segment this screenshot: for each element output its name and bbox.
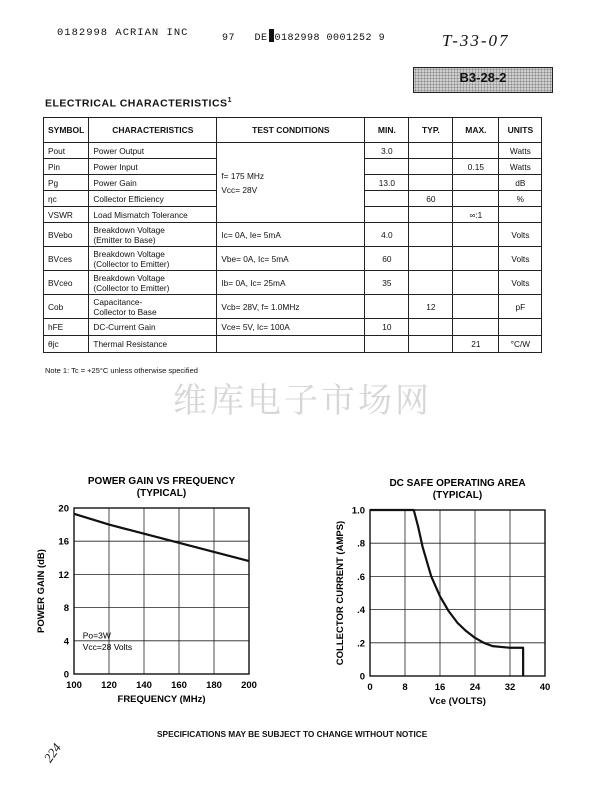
characteristic-cell	[89, 247, 217, 271]
reference-number: 0182998 0001252 9	[274, 33, 386, 44]
units-cell: Watts	[499, 143, 542, 159]
symbol-cell: ηc	[44, 191, 89, 207]
units-cell: Volts	[499, 223, 542, 247]
characteristic-name: Power Input	[93, 161, 138, 172]
table-note: Note 1: Tc = +25°C unless otherwise specified	[45, 366, 198, 375]
characteristic-name: Collector Efficiency	[93, 193, 164, 204]
max-cell	[453, 143, 499, 159]
header-test-conditions: TEST CONDITIONS	[217, 118, 365, 143]
symbol-cell: BVces	[44, 247, 89, 271]
test-condition-cell: Vcb= 28V, f= 1.0MHz	[217, 295, 365, 319]
characteristic-detail: (Collector to Emitter)	[93, 282, 170, 293]
characteristic-name: Breakdown Voltage	[93, 248, 165, 259]
electrical-characteristics-table	[43, 117, 542, 353]
y-tick-label: 16	[58, 536, 69, 548]
max-cell: ∞:1	[453, 207, 499, 223]
typ-cell	[409, 271, 453, 295]
units-cell	[499, 319, 542, 336]
chart-subtitle: (TYPICAL)	[432, 490, 483, 501]
document-code: 0182998 ACRIAN INC	[57, 27, 189, 39]
characteristic-cell	[89, 143, 217, 159]
y-tick-label: .2	[357, 638, 365, 650]
x-tick-label: 120	[101, 680, 117, 691]
characteristic-name: DC-Current Gain	[93, 322, 156, 332]
x-tick-label: 180	[206, 680, 222, 691]
min-cell	[365, 207, 409, 223]
symbol-cell: Pin	[44, 159, 89, 175]
y-axis-label: COLLECTOR CURRENT (AMPS)	[335, 520, 346, 666]
chart-annotation-line1: Po=3W	[82, 630, 111, 641]
min-cell: 60	[365, 247, 409, 271]
plot-frame	[370, 510, 545, 676]
characteristic-cell	[89, 295, 217, 319]
symbol-cell: Cob	[44, 295, 89, 319]
section-title-text: ELECTRICAL CHARACTERISTICS	[45, 97, 228, 110]
characteristic-detail: Collector to Base	[93, 306, 157, 317]
test-condition-cell: Vbe= 0A, Ic= 5mA	[217, 247, 365, 271]
header-characteristics: CHARACTERISTICS	[89, 118, 217, 143]
units-cell	[499, 207, 542, 223]
typ-cell	[409, 319, 453, 336]
y-tick-label: 8	[63, 603, 69, 615]
typ-cell	[409, 247, 453, 271]
typ-cell	[409, 143, 453, 159]
test-condition: f= 175 MHz	[221, 170, 265, 181]
max-cell	[453, 319, 499, 336]
section-title	[45, 97, 232, 110]
characteristic-name: Breakdown Voltage	[93, 224, 165, 235]
header-typ: TYP.	[409, 118, 453, 143]
units-cell: dB	[499, 175, 542, 191]
test-condition-cell: Vce= 5V, Ic= 100A	[217, 319, 365, 336]
min-cell	[365, 191, 409, 207]
units-cell: Watts	[499, 159, 542, 175]
max-cell	[453, 271, 499, 295]
test-condition-cell: Ib= 0A, Ic= 25mA	[217, 271, 365, 295]
symbol-cell: Pg	[44, 175, 89, 191]
min-cell: 4.0	[365, 223, 409, 247]
symbol-cell: BVebo	[44, 223, 89, 247]
y-tick-label: .8	[357, 538, 365, 550]
test-condition-cell: Ic= 0A, Ie= 5mA	[217, 223, 365, 247]
x-axis-label: FREQUENCY (MHz)	[117, 694, 206, 705]
typ-cell	[409, 336, 453, 353]
y-tick-label: .4	[357, 605, 365, 617]
typ-cell: 12	[409, 295, 453, 319]
characteristic-detail: (Collector to Emitter)	[93, 258, 170, 269]
x-tick-label: 160	[171, 680, 187, 691]
section-title-footnote: 1	[227, 97, 232, 104]
table-row	[44, 143, 542, 159]
characteristic-detail: (Emitter to Base)	[93, 234, 156, 245]
header-symbol: SYMBOL	[44, 118, 89, 143]
typ-cell	[409, 223, 453, 247]
handwritten-code: T-33-07	[442, 31, 510, 50]
characteristic-cell	[89, 319, 217, 336]
characteristic-name: Load Mismatch Tolerance	[93, 209, 188, 220]
symbol-cell: VSWR	[44, 207, 89, 223]
symbol-cell: θjc	[44, 336, 89, 353]
table-row	[44, 336, 542, 353]
max-cell: 21	[453, 336, 499, 353]
test-condition-cell	[217, 336, 365, 353]
table-row	[44, 295, 542, 319]
y-tick-label: 12	[58, 569, 69, 581]
units-cell: %	[499, 191, 542, 207]
y-tick-label: 0	[63, 669, 69, 681]
min-cell: 13.0	[365, 175, 409, 191]
series-line	[74, 514, 249, 561]
x-tick-label: 0	[367, 682, 373, 693]
characteristic-name: Breakdown Voltage	[93, 272, 165, 283]
part-number: B3-28-2	[459, 70, 507, 85]
max-cell	[453, 191, 499, 207]
footer-disclaimer: SPECIFICATIONS MAY BE SUBJECT TO CHANGE WITHOUT NOTICE	[157, 729, 428, 739]
characteristic-name: Thermal Resistance	[93, 339, 168, 349]
table-row	[44, 223, 542, 247]
page-mark: 224	[40, 740, 65, 766]
table-row	[44, 319, 542, 336]
table-row	[44, 247, 542, 271]
y-tick-label: 1.0	[351, 505, 365, 517]
max-cell: 0.15	[453, 159, 499, 175]
max-cell	[453, 175, 499, 191]
x-tick-label: 24	[469, 682, 481, 693]
characteristic-cell	[89, 191, 217, 207]
y-tick-label: 4	[63, 636, 69, 648]
units-cell: °C/W	[499, 336, 542, 353]
table-row	[44, 271, 542, 295]
x-tick-label: 8	[402, 682, 408, 693]
units-cell: Volts	[499, 247, 542, 271]
max-cell	[453, 223, 499, 247]
min-cell: 10	[365, 319, 409, 336]
typ-cell: 60	[409, 191, 453, 207]
x-tick-label: 32	[504, 682, 516, 693]
watermark: 维库电子市场网	[173, 381, 432, 421]
symbol-cell: Pout	[44, 143, 89, 159]
reference-de: DE	[254, 33, 268, 44]
units-cell: Volts	[499, 271, 542, 295]
chart-title: POWER GAIN VS FREQUENCY	[87, 476, 236, 487]
characteristic-name: Capacitance-	[93, 296, 143, 307]
chart-annotation-line2: Vcc=28 Volts	[82, 641, 133, 652]
symbol-cell: hFE	[44, 319, 89, 336]
min-cell: 3.0	[365, 143, 409, 159]
units-cell: pF	[499, 295, 542, 319]
min-cell	[365, 336, 409, 353]
y-tick-label: 20	[58, 503, 69, 515]
header-max: MAX.	[453, 118, 499, 143]
characteristic-cell	[89, 271, 217, 295]
characteristic-cell	[89, 223, 217, 247]
symbol-cell: BVceo	[44, 271, 89, 295]
y-tick-label: 0	[359, 671, 365, 683]
series-line	[370, 510, 523, 676]
characteristic-cell	[89, 207, 217, 223]
x-tick-label: 40	[539, 682, 551, 693]
reference-code	[222, 29, 385, 44]
characteristic-cell	[89, 175, 217, 191]
chart-subtitle: (TYPICAL)	[136, 488, 187, 499]
typ-cell	[409, 159, 453, 175]
x-tick-label: 140	[136, 680, 152, 691]
power-gain-chart	[30, 470, 270, 715]
test-condition: Vcc= 28V	[221, 184, 258, 195]
characteristic-name: Power Output	[93, 145, 145, 156]
max-cell	[453, 295, 499, 319]
max-cell	[453, 247, 499, 271]
x-axis-label: Vce (VOLTS)	[429, 696, 486, 707]
group-test-conditions-cell	[217, 143, 365, 223]
characteristic-cell	[89, 336, 217, 353]
characteristic-name: Power Gain	[93, 177, 137, 188]
x-tick-label: 100	[66, 680, 82, 691]
safe-operating-area-chart	[325, 478, 565, 723]
header-units: UNITS	[499, 118, 542, 143]
characteristic-cell	[89, 159, 217, 175]
y-axis-label: POWER GAIN (dB)	[36, 549, 47, 633]
reference-prefix: 97	[222, 33, 236, 44]
min-cell	[365, 159, 409, 175]
x-tick-label: 200	[241, 680, 257, 691]
min-cell: 35	[365, 271, 409, 295]
table-header-row	[44, 118, 542, 143]
header-min: MIN.	[365, 118, 409, 143]
min-cell	[365, 295, 409, 319]
typ-cell	[409, 175, 453, 191]
x-tick-label: 16	[434, 682, 446, 693]
typ-cell	[409, 207, 453, 223]
chart-title: DC SAFE OPERATING AREA	[389, 478, 526, 489]
y-tick-label: .6	[357, 571, 365, 583]
